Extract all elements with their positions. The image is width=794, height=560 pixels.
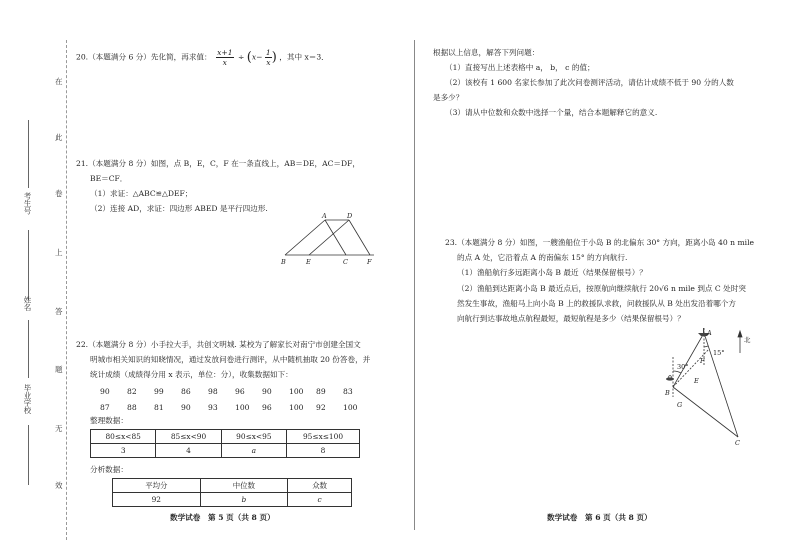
q20-inner-fraction: $\frac{1}{x}$ bbox=[265, 48, 271, 67]
table-cell: b bbox=[200, 493, 288, 507]
question-21-line1: 21.（本题满分 8 分）如图，点 B，E，C，F 在一条直线上，AB＝DE，AC＝DF， bbox=[76, 159, 360, 168]
label-B: B bbox=[665, 389, 670, 397]
field-line bbox=[28, 230, 29, 300]
question-23-part2c: 向航行到达事故地点航程最短，最短航程是多少（结果保留根号）？ bbox=[457, 314, 685, 323]
q22-continued-intro: 根据以上信息，解答下列问题： bbox=[433, 48, 540, 57]
table-header: 80≤x<85 bbox=[91, 430, 156, 444]
q22-continued-part2a: （2）该校有 1 600 名家长参加了此次问卷测评活动，请估计成绩不低于 90 分的人数 bbox=[445, 78, 734, 87]
table-cell: 92 bbox=[113, 493, 201, 507]
question-21-line2: BE＝CF． bbox=[90, 174, 128, 183]
field-name: 姓名 bbox=[23, 296, 32, 311]
label-E: E bbox=[306, 258, 311, 266]
question-23-part2b: 然发生事故，渔船马上向小岛 B 上的救援队求救，问救援队从 B 处出发沿着哪个方 bbox=[457, 299, 736, 308]
table-header: 90≤x<95 bbox=[221, 430, 286, 444]
north-label: 北 bbox=[744, 336, 751, 344]
table-cell: c bbox=[288, 493, 352, 507]
figure-21 bbox=[278, 210, 378, 268]
tidy-data-table bbox=[90, 429, 360, 458]
analysis-data-label: 分析数据： bbox=[90, 465, 128, 474]
question-20: 20.（本题满分 6 分）先化简，再求值： $\frac{x+1}{x}$ ÷ (x− $\frac{1}{x}$ ) ，其中 x＝3． bbox=[76, 48, 329, 67]
seal-char: 卷 bbox=[55, 189, 63, 198]
label-D: D bbox=[347, 212, 353, 220]
table-header: 中位数 bbox=[200, 479, 288, 493]
field-school: 毕业学校 bbox=[23, 384, 32, 414]
seal-char: 在 bbox=[55, 77, 63, 86]
page-divider bbox=[414, 40, 415, 530]
label-F: F bbox=[700, 357, 705, 365]
question-23-line1: 23.（本题满分 8 分）如图，一艘渔船位于小岛 B 的北偏东 30° 方向，距离小岛 40 n mile bbox=[445, 238, 754, 247]
figure-23 bbox=[640, 325, 760, 445]
table-cell: a bbox=[221, 444, 286, 458]
question-21-part2: （2）连接 AD，求证：四边形 ABED 是平行四边形. bbox=[90, 204, 268, 213]
question-22-line1: 22.（本题满分 8 分）小手拉大手，共创文明城. 某校为了解家长对南宁市创建全国文 bbox=[76, 340, 361, 349]
question-22-line3: 统计成绩（成绩得分用 x 表示，单位：分），收集数据如下： bbox=[90, 370, 293, 379]
page-footer-left: 数学试卷 第 5 页（共 8 页） bbox=[170, 513, 275, 522]
seal-char: 题 bbox=[55, 365, 63, 374]
table-header: 平均分 bbox=[113, 479, 201, 493]
q22-continued-part2b: 是多少？ bbox=[433, 93, 464, 102]
table-cell: 3 bbox=[91, 444, 156, 458]
data-row-2: 87 88 81 90 93 100 96 100 92 100 bbox=[100, 403, 358, 412]
seal-char: 效 bbox=[55, 481, 63, 490]
question-23-line2: 的点 A 处，它沿着点 A 的南偏东 15° 的方向航行. bbox=[457, 253, 628, 262]
label-E: E bbox=[694, 377, 699, 385]
seal-char: 无 bbox=[55, 424, 63, 433]
table-cell: 4 bbox=[156, 444, 221, 458]
page-footer-right: 数学试卷 第 6 页（共 8 页） bbox=[547, 513, 652, 522]
field-candidate-number: 考生号 bbox=[23, 192, 32, 215]
label-G: G bbox=[677, 401, 683, 409]
table-cell: 8 bbox=[287, 444, 360, 458]
q20-prefix: 20.（本题满分 6 分）先化简，再求值： bbox=[76, 52, 212, 62]
q22-continued-part3: （3）请从中位数和众数中选择一个量，结合本题解释它的意义. bbox=[445, 108, 658, 117]
table-header: 众数 bbox=[288, 479, 352, 493]
label-C: C bbox=[735, 439, 740, 445]
data-row-1: 90 82 99 86 98 96 90 100 89 83 bbox=[100, 387, 353, 396]
seal-char: 答 bbox=[55, 307, 63, 316]
tidy-data-label: 整理数据： bbox=[90, 416, 128, 425]
seal-char: 上 bbox=[55, 248, 63, 257]
field-line bbox=[28, 425, 29, 485]
field-line bbox=[28, 320, 29, 378]
angle-15-label: 15° bbox=[713, 349, 725, 357]
question-23-part2a: （2）渔船到达距离小岛 B 最近点后，按原航向继续航行 20√6 n mile 到点 C 处时突 bbox=[457, 284, 746, 293]
angle-30-label: 30° bbox=[677, 363, 689, 371]
q22-continued-part1: （1）直接写出上述表格中 a， b， c 的值； bbox=[445, 63, 595, 72]
label-A: A bbox=[322, 212, 327, 220]
analysis-data-table bbox=[112, 478, 352, 507]
label-C: C bbox=[343, 258, 348, 266]
q20-fraction: $\frac{x+1}{x}$ bbox=[217, 48, 233, 67]
question-21-part1: （1）求证：△ABC≌△DEF； bbox=[90, 189, 193, 198]
table-header: 85≤x<90 bbox=[156, 430, 221, 444]
binding-dashed-line bbox=[66, 40, 67, 540]
label-B: B bbox=[281, 258, 286, 266]
table-header: 95≤x≤100 bbox=[287, 430, 360, 444]
field-line bbox=[28, 120, 29, 188]
question-23-part1: （1）渔船航行多远距离小岛 B 最近（结果保留根号）？ bbox=[457, 268, 647, 277]
label-A: A bbox=[707, 329, 712, 337]
seal-char: 此 bbox=[55, 133, 63, 142]
label-F: F bbox=[367, 258, 372, 266]
question-22-line2: 明城市相关知识的知晓情况，通过发放问卷进行测评，从中随机抽取 20 份答卷，并 bbox=[90, 355, 371, 364]
